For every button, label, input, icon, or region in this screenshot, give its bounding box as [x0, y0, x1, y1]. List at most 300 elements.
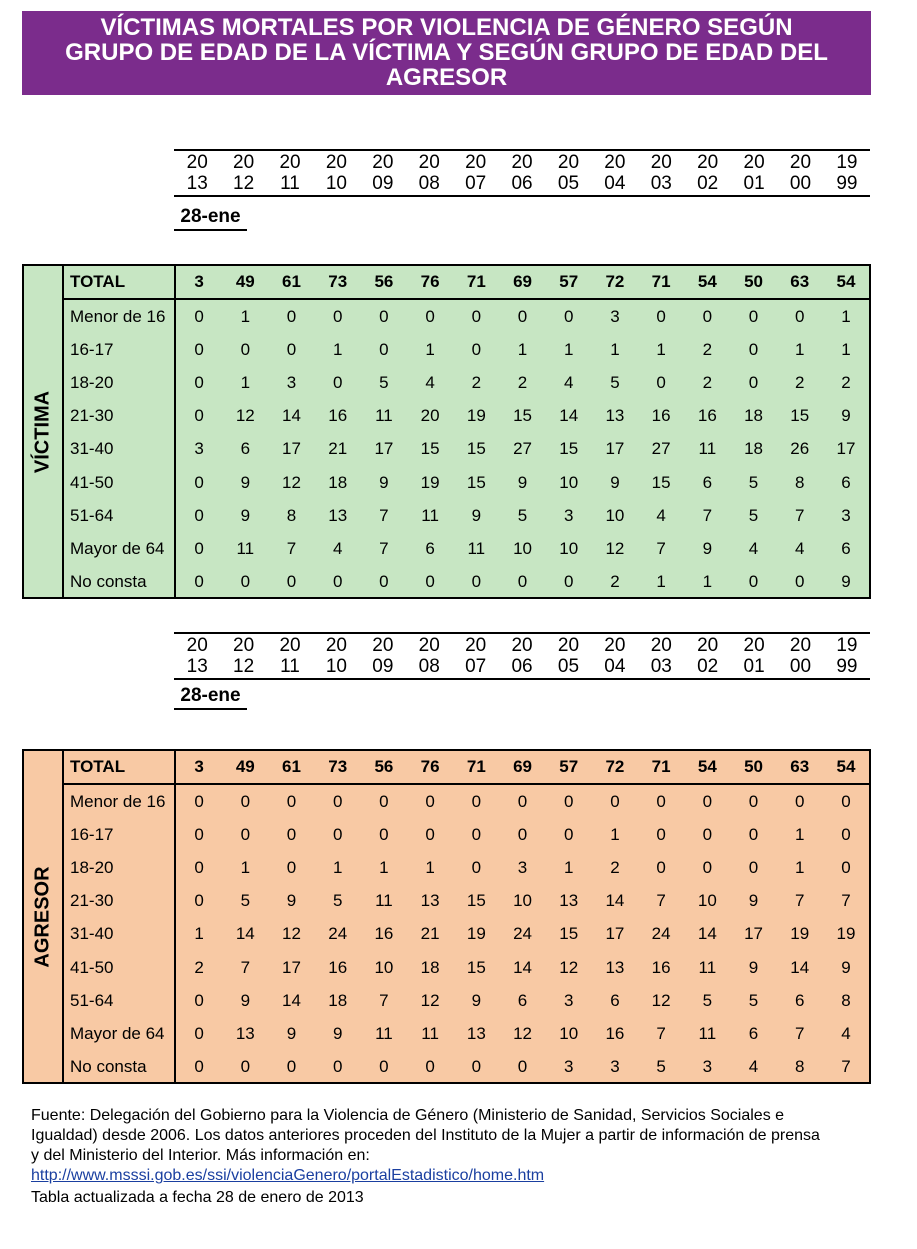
victim-value-cell: 9	[841, 406, 851, 426]
victim-value-cell: 16	[651, 406, 671, 426]
aggressor-value-cell: 10	[513, 891, 532, 911]
year-header-cell	[545, 151, 591, 195]
victim-value-cell: 9	[471, 505, 482, 525]
victim-value-cell: 0	[240, 339, 251, 359]
victim-value-cell: 71	[651, 272, 671, 291]
year-header-cell	[592, 151, 638, 195]
victim-value-cell: 17	[605, 439, 625, 459]
aggressor-value-cell: 7	[656, 891, 666, 911]
victim-value-cell: 8	[286, 505, 297, 525]
year-century: 20	[279, 152, 301, 173]
victim-value-cell: 8	[795, 472, 805, 492]
victim-value-cell: 0	[471, 339, 482, 359]
aggressor-row-label: 18-20	[70, 857, 114, 877]
aggressor-value-cell: 18	[420, 957, 440, 977]
year-digits: 02	[697, 173, 719, 194]
aggressor-value-cell: 0	[425, 791, 435, 811]
victim-value-cell: 6	[841, 472, 851, 492]
year-century: 19	[836, 152, 858, 173]
victim-value-cell: 57	[559, 272, 579, 291]
aggressor-row-label: No consta	[70, 1057, 147, 1077]
aggressor-value-cell: 71	[466, 757, 486, 776]
victim-value-cell: 15	[513, 406, 532, 426]
year-digits: 13	[186, 656, 208, 677]
victim-value-cell: 10	[559, 472, 579, 492]
year-header-aggressor	[174, 632, 870, 680]
victim-row-label: 18-20	[70, 372, 114, 392]
victim-value-cell: 16	[328, 406, 348, 426]
aggressor-value-cell: 0	[841, 857, 851, 877]
aggressor-value-cell: 7	[795, 1023, 805, 1043]
aggressor-value-cell: 1	[425, 857, 435, 877]
aggressor-value-cell: 73	[328, 757, 348, 776]
victim-value-cell: 17	[282, 439, 301, 459]
aggressor-value-cell: 0	[795, 791, 805, 811]
aggressor-row-label: Menor de 16	[70, 791, 166, 811]
aggressor-value-cell: 72	[605, 757, 625, 776]
aggressor-value-cell: 14	[697, 924, 717, 944]
victim-value-cell: 7	[379, 505, 389, 525]
victim-value-cell: 72	[605, 272, 625, 291]
aggressor-value-cell: 54	[836, 757, 856, 776]
year-digits: 03	[650, 656, 672, 677]
victim-value-cell: 50	[744, 272, 763, 291]
aggressor-value-cell: 16	[605, 1023, 625, 1043]
year-century: 20	[233, 635, 255, 656]
victim-value-cell: 2	[471, 372, 482, 392]
year-century: 20	[557, 635, 580, 656]
aggressor-value-cell: 0	[286, 1057, 297, 1077]
aggressor-row-label: 21-30	[70, 891, 114, 911]
aggressor-row-label: 31-40	[70, 924, 114, 944]
victim-value-cell: 7	[379, 538, 389, 558]
victim-value-cell: 15	[790, 406, 810, 426]
year-header-cell	[684, 151, 730, 195]
aggressor-value-cell: 17	[605, 924, 625, 944]
year-century: 20	[186, 635, 208, 656]
victim-value-cell: 0	[748, 306, 759, 326]
victim-value-cell: 2	[702, 339, 713, 359]
victim-row-label: 51-64	[70, 505, 114, 525]
victim-value-cell: 1	[656, 339, 666, 359]
aggressor-side-label: AGRESOR	[31, 865, 54, 968]
victim-table-row	[176, 466, 869, 499]
victim-value-cell: 6	[702, 472, 713, 492]
victim-value-cell: 12	[605, 538, 625, 558]
victim-value-cell: 1	[517, 339, 528, 359]
aggressor-value-cell: 0	[610, 791, 620, 811]
victim-value-cell: 5	[379, 372, 389, 392]
victim-value-cell: 73	[328, 272, 348, 291]
victim-value-cell: 11	[421, 505, 439, 525]
victim-value-cell: 3	[194, 439, 204, 459]
victim-value-cell: 11	[375, 406, 393, 426]
victim-table-row	[176, 333, 869, 366]
victim-value-cell: 0	[194, 572, 204, 592]
victim-value-cell: 0	[425, 306, 435, 326]
victim-value-cell: 7	[656, 538, 666, 558]
aggressor-value-cell: 50	[744, 757, 763, 776]
aggressor-value-cell: 6	[517, 990, 528, 1010]
source-link[interactable]: http://www.msssi.gob.es/ssi/violenciaGenero/portalEstadistico/home.htm	[31, 1167, 545, 1184]
year-century: 20	[372, 635, 394, 656]
victim-value-cell: 0	[194, 372, 204, 392]
year-digits: 10	[325, 656, 347, 677]
aggressor-value-cell: 0	[240, 1057, 251, 1077]
year-header-cell	[406, 151, 452, 195]
aggressor-value-cell: 0	[194, 990, 204, 1010]
title-line-2: GRUPO DE EDAD DE LA VÍCTIMA Y SEGÚN GRUPO DE EDAD DEL	[65, 39, 828, 66]
title-line-3: AGRESOR	[385, 64, 508, 91]
aggressor-value-cell: 1	[194, 924, 204, 944]
victim-value-cell: 0	[194, 538, 204, 558]
year-digits: 03	[650, 173, 672, 194]
year-header-cell	[267, 151, 313, 195]
victim-value-cell: 0	[194, 472, 204, 492]
victim-value-cell: 7	[795, 505, 805, 525]
aggressor-table-row	[176, 885, 869, 918]
year-digits: 11	[280, 656, 300, 677]
victim-value-cell: 4	[332, 538, 343, 558]
year-digits: 07	[465, 656, 487, 677]
victim-value-cell: 4	[563, 372, 574, 392]
aggressor-table-row	[176, 751, 869, 785]
victim-value-cell: 17	[374, 439, 394, 459]
victim-value-cell: 26	[790, 439, 810, 459]
year-century: 20	[372, 152, 394, 173]
victim-value-cell: 1	[563, 339, 574, 359]
year-header-cell	[174, 151, 220, 195]
aggressor-table	[22, 749, 871, 1084]
aggressor-value-cell: 13	[559, 891, 579, 911]
aggressor-value-cell: 7	[379, 990, 389, 1010]
year-century: 20	[465, 152, 487, 173]
aggressor-value-cell: 0	[286, 791, 297, 811]
year-header-cell	[545, 634, 591, 678]
victim-value-cell: 2	[517, 372, 528, 392]
year-century: 20	[697, 635, 719, 656]
aggressor-value-cell: 9	[748, 957, 759, 977]
year-digits: 07	[465, 173, 487, 194]
aggressor-value-cell: 1	[795, 824, 805, 844]
victim-value-cell: 12	[235, 406, 255, 426]
aggressor-value-cell: 9	[841, 957, 851, 977]
aggressor-value-cell: 0	[656, 857, 666, 877]
victim-value-cell: 2	[702, 372, 713, 392]
victim-value-cell: 0	[517, 572, 528, 592]
aggressor-table-row	[176, 851, 869, 884]
aggressor-value-cell: 5	[240, 891, 251, 911]
victim-row-label: Mayor de 64	[70, 538, 165, 558]
aggressor-value-cell: 8	[841, 990, 851, 1010]
aggressor-value-cell: 7	[656, 1023, 666, 1043]
year-digits: 06	[511, 173, 533, 194]
aggressor-value-cell: 13	[466, 1023, 486, 1043]
aggressor-value-cell: 18	[328, 990, 348, 1010]
victim-table-row	[176, 433, 869, 466]
aggressor-value-cell: 0	[286, 857, 297, 877]
aggressor-value-cell: 14	[235, 924, 255, 944]
aggressor-value-cell: 9	[286, 891, 297, 911]
source-text: Fuente: Delegación del Gobierno para la Violencia de Género (Ministerio de Sanidad, Servicios Sociales e Igualdad) desde 2006. Los datos anteriores proceden del Instituto de la Mujer a partir de información de prensa y del Ministerio del Interior. Más información en:	[31, 1107, 820, 1164]
aggressor-value-cell: 0	[194, 1023, 204, 1043]
victim-value-cell: 71	[466, 272, 486, 291]
year-header-cell	[824, 634, 870, 678]
year-digits: 01	[743, 173, 765, 194]
victim-value-cell: 0	[379, 306, 389, 326]
aggressor-table-row	[176, 818, 869, 851]
year-header-cell	[313, 151, 359, 195]
aggressor-value-cell: 0	[194, 824, 204, 844]
aggressor-value-cell: 0	[748, 824, 759, 844]
aggressor-value-cell: 3	[610, 1057, 620, 1077]
victim-value-cell: 2	[610, 572, 620, 592]
aggressor-value-cell: 10	[697, 891, 717, 911]
year-digits: 99	[836, 173, 858, 194]
victim-value-cell: 1	[610, 339, 620, 359]
year-century: 20	[279, 635, 301, 656]
year-header-cell	[638, 151, 684, 195]
victim-row-label: No consta	[70, 572, 147, 592]
victim-value-cell: 0	[702, 306, 713, 326]
victim-table-row	[176, 532, 869, 565]
aggressor-value-cell: 19	[790, 924, 810, 944]
aggressor-value-cell: 14	[282, 990, 301, 1010]
victim-value-cell: 3	[610, 306, 620, 326]
year-century: 20	[325, 152, 347, 173]
year-digits: 12	[233, 173, 255, 194]
aggressor-value-cell: 21	[420, 924, 440, 944]
aggressor-value-cell: 5	[748, 990, 759, 1010]
aggressor-value-cell: 0	[471, 857, 482, 877]
year-header-cell	[638, 634, 684, 678]
year-century: 20	[789, 152, 812, 173]
aggressor-value-cell: 63	[790, 757, 810, 776]
aggressor-value-cell: 0	[425, 1057, 435, 1077]
victim-value-cell: 15	[420, 439, 440, 459]
victim-value-cell: 4	[795, 538, 805, 558]
aggressor-value-cell: 6	[748, 1023, 759, 1043]
victim-value-cell: 6	[841, 538, 851, 558]
aggressor-value-cell: 3	[194, 757, 204, 776]
year-digits: 08	[418, 656, 440, 677]
aggressor-value-cell: 3	[517, 857, 528, 877]
victim-value-cell: 0	[286, 306, 297, 326]
aggressor-value-cell: 71	[651, 757, 671, 776]
victim-value-cell: 5	[610, 372, 620, 392]
aggressor-value-cell: 14	[790, 957, 810, 977]
aggressor-value-cell: 1	[379, 857, 389, 877]
year-header-cell	[731, 151, 777, 195]
aggressor-value-cell: 14	[605, 891, 625, 911]
aggressor-row-labels	[64, 751, 176, 1082]
year-header-cell	[452, 151, 498, 195]
victim-value-cell: 63	[790, 272, 810, 291]
aggressor-value-cell: 11	[421, 1023, 439, 1043]
victim-value-cell: 1	[841, 306, 851, 326]
year-century: 20	[650, 635, 672, 656]
victim-value-cell: 14	[282, 406, 301, 426]
aggressor-value-cell: 1	[240, 857, 251, 877]
aggressor-value-cell: 11	[375, 891, 393, 911]
aggressor-value-cell: 54	[697, 757, 717, 776]
victim-value-cell: 9	[379, 472, 389, 492]
victim-value-cell: 4	[425, 372, 435, 392]
aggressor-value-cell: 1	[563, 857, 574, 877]
victim-value-cell: 49	[235, 272, 255, 291]
year-digits: 00	[789, 173, 812, 194]
aggressor-value-cell: 19	[836, 924, 856, 944]
victim-value-cell: 15	[466, 472, 486, 492]
victim-value-cell: 3	[841, 505, 851, 525]
victim-value-cell: 9	[841, 572, 851, 592]
year-digits: 06	[511, 656, 533, 677]
victim-table-row	[176, 266, 869, 300]
victim-value-cell: 0	[240, 572, 251, 592]
aggressor-value-cell: 0	[194, 857, 204, 877]
aggressor-value-cell: 3	[563, 990, 574, 1010]
aggressor-value-cell: 0	[656, 791, 666, 811]
victim-value-cell: 4	[656, 505, 666, 525]
year-header-cell	[220, 634, 266, 678]
aggressor-value-cell: 10	[374, 957, 394, 977]
aggressor-value-cell: 0	[841, 824, 851, 844]
victim-value-cell: 1	[841, 339, 851, 359]
aggressor-value-cell: 1	[610, 824, 620, 844]
aggressor-value-cell: 7	[795, 891, 805, 911]
victim-value-cell: 27	[651, 439, 671, 459]
aggressor-row-label: Mayor de 64	[70, 1023, 165, 1043]
victim-value-cell: 1	[702, 572, 713, 592]
victim-value-cell: 0	[471, 572, 482, 592]
year-century: 20	[557, 152, 580, 173]
date-label-aggressor: 28-ene	[174, 684, 247, 710]
year-century: 20	[650, 152, 672, 173]
aggressor-value-cell: 0	[656, 824, 666, 844]
victim-value-cell: 0	[563, 572, 574, 592]
aggressor-table-row	[176, 951, 869, 984]
aggressor-value-cell: 0	[702, 824, 713, 844]
victim-value-cell: 0	[286, 339, 297, 359]
aggressor-value-cell: 12	[559, 957, 579, 977]
year-century: 20	[604, 635, 626, 656]
victim-value-cell: 11	[467, 538, 486, 558]
year-header-cell	[499, 634, 545, 678]
victim-value-cell: 12	[282, 472, 301, 492]
aggressor-value-cell: 9	[748, 891, 759, 911]
aggressor-table-row	[176, 918, 869, 951]
year-digits: 11	[280, 173, 300, 194]
victim-row-label: 31-40	[70, 439, 114, 459]
year-century: 19	[836, 635, 858, 656]
year-digits: 04	[604, 656, 626, 677]
aggressor-value-cell: 0	[379, 824, 389, 844]
aggressor-table-row	[176, 1017, 869, 1050]
aggressor-value-cell: 10	[559, 1023, 579, 1043]
year-century: 20	[186, 152, 208, 173]
victim-value-cell: 1	[240, 306, 251, 326]
year-header-cell	[174, 634, 220, 678]
victim-table	[22, 264, 871, 599]
victim-values-grid	[176, 266, 869, 597]
year-digits: 09	[372, 173, 394, 194]
victim-value-cell: 54	[697, 272, 717, 291]
aggressor-value-cell: 0	[194, 791, 204, 811]
victim-value-cell: 9	[240, 472, 251, 492]
aggressor-value-cell: 17	[282, 957, 301, 977]
year-digits: 13	[186, 173, 208, 194]
aggressor-value-cell: 1	[332, 857, 343, 877]
victim-value-cell: 18	[744, 406, 763, 426]
aggressor-value-cell: 9	[332, 1023, 343, 1043]
aggressor-value-cell: 19	[466, 924, 486, 944]
year-digits: 02	[697, 656, 719, 677]
aggressor-value-cell: 9	[240, 990, 251, 1010]
victim-value-cell: 0	[194, 306, 204, 326]
aggressor-row-label: 41-50	[70, 957, 114, 977]
year-century: 20	[418, 152, 440, 173]
year-century: 20	[233, 152, 255, 173]
date-label-victim: 28-ene	[174, 205, 247, 231]
aggressor-value-cell: 0	[471, 791, 482, 811]
aggressor-value-cell: 15	[466, 891, 486, 911]
aggressor-value-cell: 11	[375, 1023, 393, 1043]
aggressor-value-cell: 0	[471, 824, 482, 844]
victim-table-row	[176, 499, 869, 532]
victim-value-cell: 76	[420, 272, 440, 291]
victim-row-label: 41-50	[70, 472, 114, 492]
victim-value-cell: 0	[194, 339, 204, 359]
aggressor-value-cell: 5	[702, 990, 713, 1010]
victim-value-cell: 15	[466, 439, 486, 459]
victim-value-cell: 3	[286, 372, 297, 392]
victim-value-cell: 0	[795, 306, 805, 326]
aggressor-value-cell: 0	[240, 791, 251, 811]
victim-table-row	[176, 566, 869, 599]
year-century: 20	[743, 152, 765, 173]
victim-row-label: TOTAL	[64, 266, 174, 300]
victim-value-cell: 6	[240, 439, 251, 459]
victim-value-cell: 6	[425, 538, 435, 558]
aggressor-value-cell: 11	[698, 957, 717, 977]
year-header-cell	[592, 634, 638, 678]
victim-value-cell: 0	[379, 339, 389, 359]
aggressor-value-cell: 56	[374, 757, 394, 776]
victim-value-cell: 0	[748, 339, 759, 359]
aggressor-value-cell: 12	[282, 924, 301, 944]
victim-value-cell: 0	[332, 572, 343, 592]
aggressor-value-cell: 7	[841, 891, 851, 911]
victim-value-cell: 15	[651, 472, 671, 492]
year-header-cell	[452, 634, 498, 678]
year-century: 20	[604, 152, 626, 173]
year-header-cell	[731, 634, 777, 678]
aggressor-value-cell: 61	[282, 757, 301, 776]
victim-value-cell: 0	[656, 372, 666, 392]
victim-value-cell: 9	[702, 538, 713, 558]
year-century: 20	[511, 635, 533, 656]
aggressor-value-cell: 0	[194, 1057, 204, 1077]
year-century: 20	[325, 635, 347, 656]
year-header-cell	[499, 151, 545, 195]
aggressor-value-cell: 0	[286, 824, 297, 844]
year-header-victim	[174, 149, 870, 197]
aggressor-table-row	[176, 785, 869, 818]
victim-value-cell: 14	[559, 406, 579, 426]
victim-side-label: VÍCTIMA	[31, 390, 54, 473]
victim-value-cell: 7	[702, 505, 713, 525]
year-digits: 08	[418, 173, 440, 194]
